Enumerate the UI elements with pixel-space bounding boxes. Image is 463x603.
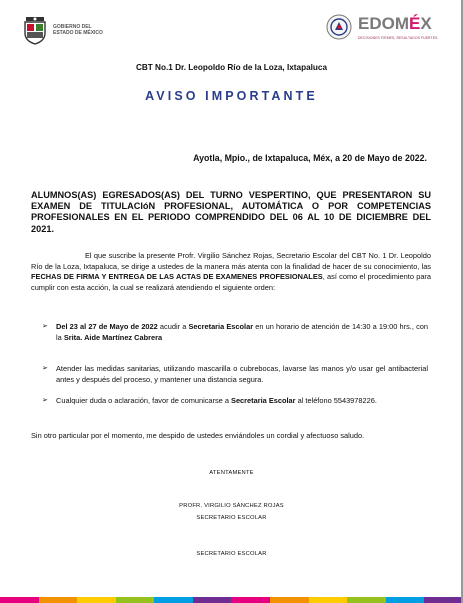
- item-contact-office: Secretaria Escolar: [231, 396, 296, 405]
- footer-stripe: [193, 597, 232, 603]
- notice-title: AVISO IMPORTANTE: [145, 89, 318, 103]
- gov-logo-line-2: ESTADO DE MÉXICO: [53, 30, 103, 36]
- notice-heading: ALUMNOS(AS) EGRESADOS(AS) DEL TURNO VESPERTINO, QUE PRESENTARON SU EXAMEN DE TITULACIóN PROFESIONAL, AUTOMÁTICA O POR COMPETENCIAS PROFESIONALES EN EL PERIODO COMPRENDIDO DEL 06 AL 10 DE DICIEMBRE DEL 2021.: [31, 190, 431, 234]
- intro-paragraph: [31, 251, 431, 293]
- gov-logo-line-1: GOBIERNO DEL: [53, 24, 92, 30]
- footer-stripe: [424, 597, 463, 603]
- signature-name: PROFR. VIRGILIO SÁNCHEZ ROJAS: [179, 503, 284, 509]
- gov-logo-text: [53, 24, 103, 36]
- state-shield-icon: [22, 15, 48, 45]
- footer-stripe: [309, 597, 348, 603]
- edomex-accent: É: [409, 14, 421, 33]
- edomex-logo: [326, 12, 448, 46]
- item-contact-text-1: Cualquier duda o aclaración, favor de comunicarse a: [56, 396, 232, 405]
- edomex-wordmark: [358, 14, 432, 34]
- list-item-dates: [42, 322, 428, 343]
- edomex-suffix: X: [420, 14, 432, 33]
- signature-atentamente: ATENTAMENTE: [209, 470, 254, 476]
- intro-text-2: , así como el procedimiento para cumplir con esta acción, la cual se realizará atendiendo el siguiente orden:: [31, 272, 431, 292]
- footer-stripe: [0, 597, 39, 603]
- edomex-tagline: DECISIONES FIRMES, RESULTADOS FUERTES.: [358, 36, 439, 40]
- list-item-sanitary: [42, 364, 428, 385]
- footer-stripe: [154, 597, 193, 603]
- footer-stripe: [386, 597, 425, 603]
- intro-text-1: El que suscribe la presente Profr. Virgilio Sánchez Rojas, Secretario Escolar del CBT No. 1 Dr. Leopoldo Río de la Loza, Ixtapaluca, se dirige a ustedes de la manera más atenta con la finalidad de hacer de su conocimiento, las: [31, 251, 431, 271]
- item-dates-text-1: acudir a: [157, 322, 189, 331]
- school-name: CBT No.1 Dr. Leopoldo Río de la Loza, Ixtapaluca: [135, 63, 328, 72]
- arrow-bullet-icon: ➢: [42, 397, 48, 404]
- item-dates-contact: Srita. Aide Martínez Cabrera: [63, 332, 163, 342]
- footer-color-bar: [0, 597, 463, 603]
- gobierno-estado-mexico-logo: [22, 14, 103, 46]
- footer-stripe: [231, 597, 270, 603]
- footer-stripe: [347, 597, 386, 603]
- footer-stripe: [77, 597, 116, 603]
- item-dates-text-2: en un horario de atención de 14:30 a 19:00 hrs., con la: [56, 322, 428, 342]
- school-emblem-icon: [326, 14, 352, 40]
- footer-stripe: [270, 597, 309, 603]
- item-dates-office: Secretaria Escolar: [188, 322, 254, 331]
- item-sanitary-text: Atender las medidas sanitarias, utilizando mascarilla o cubrebocas, lavarse las manos y/o usar gel antibacterial antes y después del proceso, y mantener una distancia segura.: [56, 364, 428, 384]
- closing-paragraph: Sin otro particular por el momento, me despido de ustedes enviándoles un cordial y afectuoso saludo.: [31, 431, 365, 440]
- list-item-contact: [42, 396, 428, 407]
- notice-date: Ayotla, Mpio., de Ixtapaluca, Méx, a 20 de Mayo de 2022.: [193, 153, 427, 163]
- signature-role: SECRETARIO ESCOLAR: [196, 515, 267, 521]
- footer-stripe: [39, 597, 78, 603]
- item-contact-text-2: al teléfono 5543978226.: [295, 396, 377, 405]
- footer-stripe: [116, 597, 155, 603]
- arrow-bullet-icon: ➢: [42, 365, 48, 372]
- intro-bold-text: FECHAS DE FIRMA Y ENTREGA DE LAS ACTAS DE EXAMENES PROFESIONALES: [31, 272, 323, 281]
- item-dates-range: Del 23 al 27 de Mayo de 2022: [56, 322, 158, 331]
- signature-role-secondary: SECRETARIO ESCOLAR: [196, 551, 267, 557]
- arrow-bullet-icon: ➢: [42, 323, 48, 330]
- edomex-prefix: EDOM: [358, 14, 409, 33]
